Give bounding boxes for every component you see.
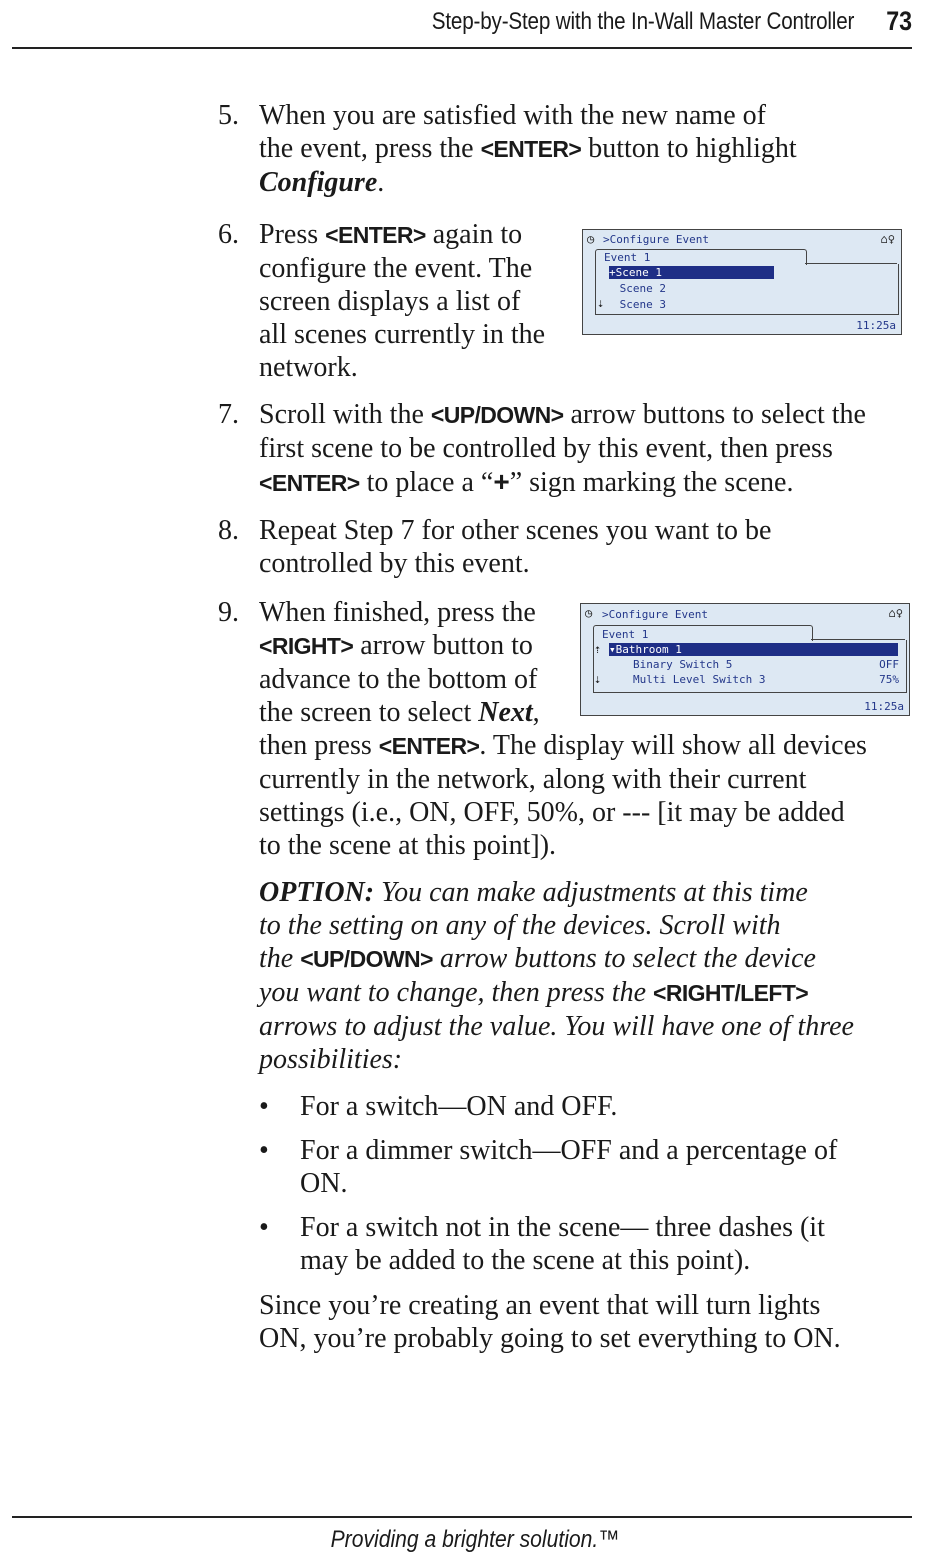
bullet-dot: • — [259, 1091, 269, 1122]
bullet-dot: • — [259, 1135, 269, 1166]
up-down-key-label: <UP/DOWN> — [300, 946, 433, 972]
right-key-label: <RIGHT> — [259, 633, 354, 659]
page-header — [12, 0, 912, 49]
step-line: advance to the bottom of — [259, 664, 538, 695]
clock-icon: ◷ — [585, 606, 593, 620]
plus-sign: + — [493, 466, 510, 497]
step-line: then press <ENTER>. The display will show all devices — [259, 730, 867, 761]
screen-time: 11:25a — [856, 319, 896, 332]
bullet-line: may be added to the scene at this point). — [300, 1245, 751, 1276]
step-number: 6. — [218, 219, 239, 250]
step-line: controlled by this event. — [259, 548, 530, 579]
event-tab — [593, 625, 813, 641]
next-emphasis: Next — [478, 697, 533, 728]
option-paragraph — [259, 876, 919, 1076]
option-line: the <UP/DOWN> arrow buttons to select the device — [259, 943, 816, 974]
screen-configure-event-scenes — [582, 229, 902, 335]
step-number: 9. — [218, 597, 239, 628]
footer-tagline: Providing a brighter solution.™ — [330, 1526, 620, 1553]
step-line: Scroll with the <UP/DOWN> arrow buttons to select the — [259, 399, 866, 430]
clock-icon: ◷ — [587, 232, 595, 246]
enter-key-label: <ENTER> — [259, 470, 360, 496]
tab-divider — [811, 639, 905, 640]
bullet-line: ON. — [300, 1168, 348, 1199]
step-line: Configure. — [259, 167, 385, 198]
enter-key-label: <ENTER> — [378, 733, 480, 759]
step-line: Press <ENTER> again to — [259, 219, 523, 250]
closing-paragraph — [259, 1289, 919, 1355]
step-number: 8. — [218, 515, 239, 546]
bullet-line: For a switch—ON and OFF. — [300, 1091, 618, 1122]
step-line: <RIGHT> arrow button to — [259, 630, 533, 661]
option-label: OPTION: — [259, 877, 375, 908]
scroll-up-icon: ⇡ — [594, 642, 602, 656]
device-group-row-selected: ▾Bathroom 1 — [609, 643, 898, 656]
step-line: Repeat Step 7 for other scenes you want to be — [259, 515, 772, 546]
tab-divider — [805, 263, 897, 264]
step-number: 7. — [218, 399, 239, 430]
option-line: possibilities: — [259, 1044, 403, 1075]
step-line: to the scene at this point]). — [259, 830, 557, 861]
event-tab-label: Event 1 — [604, 251, 651, 264]
step-line: network. — [259, 352, 358, 383]
device-row-value: 75% — [879, 673, 899, 686]
step-line: first scene to be controlled by this event, then press — [259, 433, 833, 464]
page-number: 73 — [886, 6, 912, 36]
scroll-down-icon: ⇣ — [597, 296, 605, 310]
option-line: arrows to adjust the value. You will have one of three — [259, 1011, 854, 1042]
scene-row-selected: +Scene 1 — [609, 266, 774, 279]
scene-row: Scene 3 — [613, 298, 666, 311]
option-line: OPTION: You can make adjustments at this time — [259, 877, 808, 908]
scroll-down-icon: ⇣ — [594, 672, 602, 686]
option-line: to the setting on any of the devices. Scroll with — [259, 910, 781, 941]
home-bulb-icon: ⌂♀ — [880, 232, 895, 246]
event-tab-label: Event 1 — [602, 628, 649, 641]
step-line: settings (i.e., ON, OFF, 50%, or --- [it may be added — [259, 797, 845, 828]
step-line: When finished, press the — [259, 597, 536, 628]
device-row-name: Multi Level Switch 3 — [633, 673, 766, 686]
device-row-name: Binary Switch 5 — [633, 658, 733, 671]
step-line: When you are satisfied with the new name of — [259, 100, 766, 131]
enter-key-label: <ENTER> — [480, 136, 582, 162]
screen-title: >Configure Event — [602, 608, 708, 621]
bullet-line: For a switch not in the scene— three dashes (it — [300, 1212, 825, 1243]
step-line: the screen to select Next, — [259, 697, 540, 728]
step-line: all scenes currently in the — [259, 319, 546, 350]
step-line: <ENTER> to place a “+” sign marking the scene. — [259, 466, 794, 498]
enter-key-label: <ENTER> — [325, 222, 426, 248]
up-down-key-label: <UP/DOWN> — [430, 402, 564, 428]
configure-emphasis: Configure — [259, 167, 378, 198]
event-tab — [595, 249, 807, 265]
step-line: the event, press the <ENTER> button to highlight — [259, 133, 797, 164]
option-line: you want to change, then press the <RIGHT/LEFT> — [259, 977, 809, 1008]
device-row-value: OFF — [879, 658, 899, 671]
step-line: currently in the network, along with their current — [259, 764, 807, 795]
screen-time: 11:25a — [864, 700, 904, 713]
footer-rule — [12, 1516, 912, 1518]
step-line: configure the event. The — [259, 253, 533, 284]
home-bulb-icon: ⌂♀ — [888, 606, 903, 620]
bullet-line: For a dimmer switch—OFF and a percentage of — [300, 1135, 838, 1166]
step-number: 5. — [218, 100, 239, 131]
screen-configure-event-devices — [580, 603, 910, 716]
closing-line: Since you’re creating an event that will turn lights — [259, 1290, 821, 1321]
header-title: Step-by-Step with the In-Wall Master Controller — [431, 8, 854, 35]
step-line: screen displays a list of — [259, 286, 521, 317]
scene-row: Scene 2 — [613, 282, 666, 295]
bullet-dot: • — [259, 1212, 269, 1243]
right-left-key-label: <RIGHT/LEFT> — [653, 980, 809, 1006]
screen-title: >Configure Event — [603, 233, 709, 246]
closing-line: ON, you’re probably going to set everything to ON. — [259, 1323, 841, 1354]
